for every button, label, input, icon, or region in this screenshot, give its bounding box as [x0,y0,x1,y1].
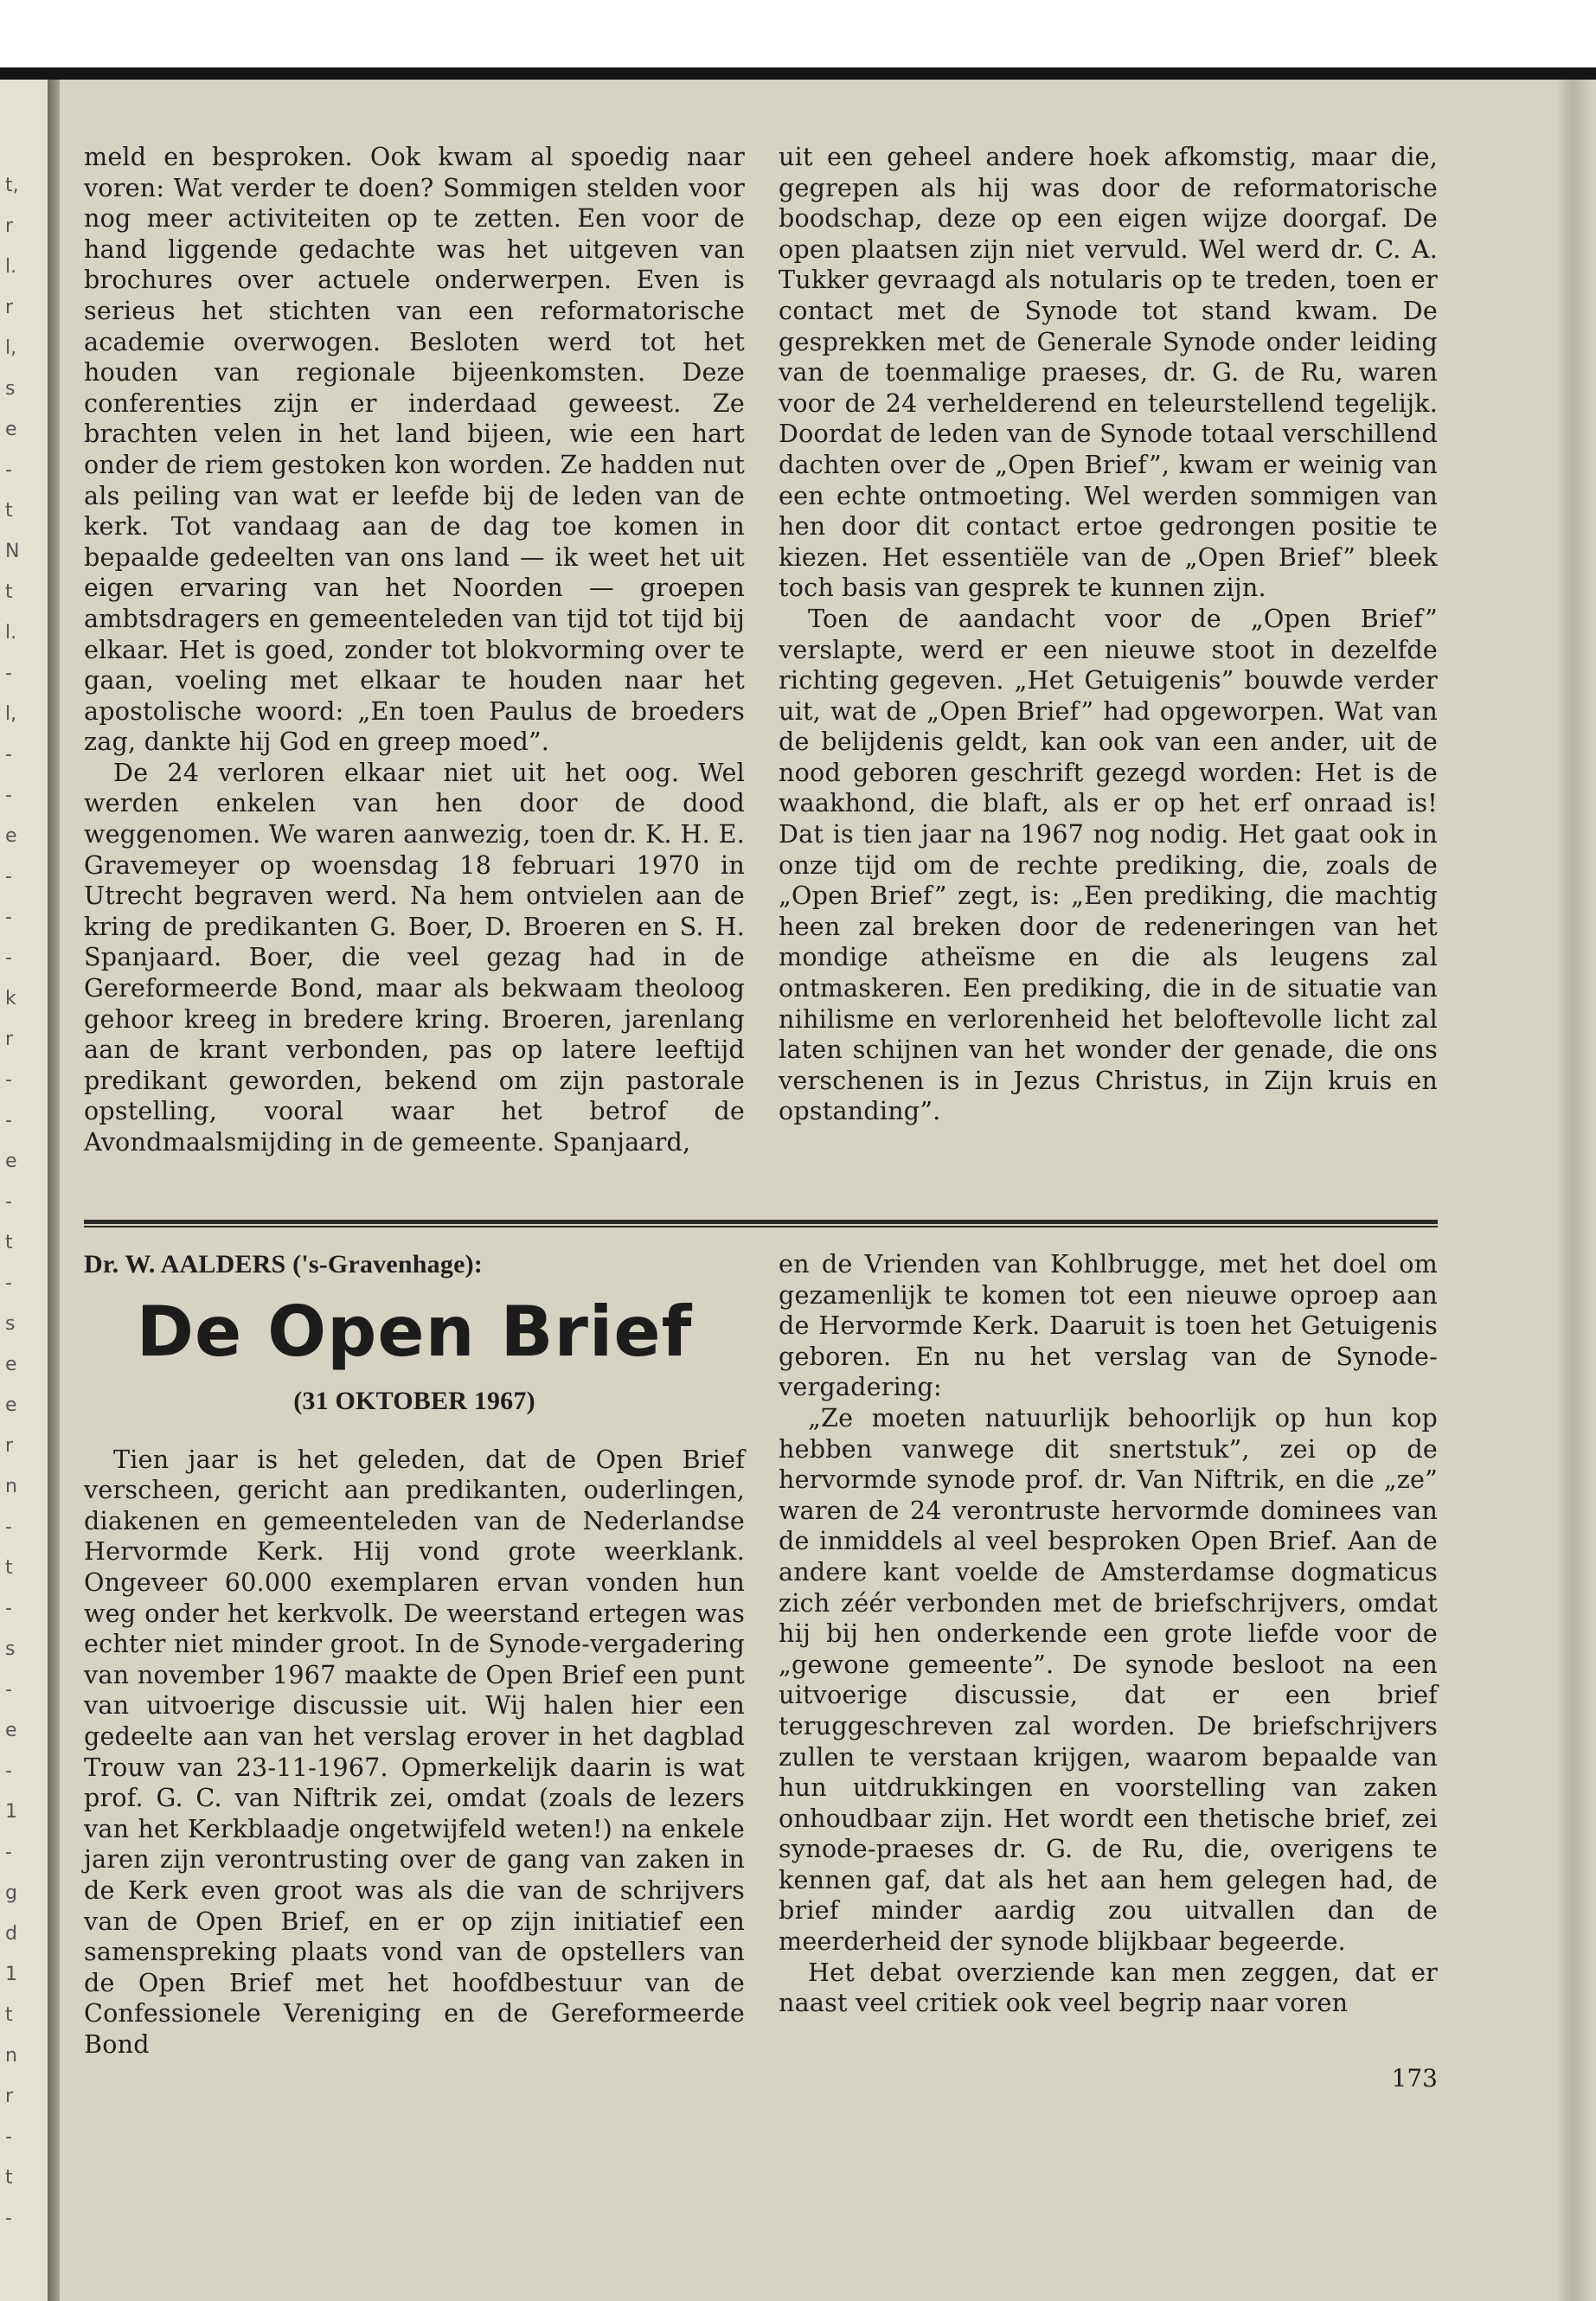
margin-fragment: - [5,947,12,969]
margin-fragment: - [5,1598,12,1619]
margin-fragment: n [5,1476,17,1497]
margin-fragment: l, [5,337,17,359]
section-divider [84,1220,1438,1227]
margin-fragment: t, [5,175,19,196]
margin-fragment: t [5,1232,13,1253]
paragraph: meld en besproken. Ook kwam al spoedig naar voren: Wat verder te doen? Sommigen stelden voor nog meer activiteiten op te zetten. Een voor de hand liggende gedachte was het uitgeven van brochures over actuele onderwerpen. Even is serieus het stichten van een reformatorische academie overwogen. Besloten werd tot het houden van regionale bijeenkomsten. Deze conferenties zijn er inderdaad geweest. Ze brachten velen in het land bijeen, wie een hart onder de riem gestoken kon worden. Ze hadden nut als peiling van wat er leefde bij de leden van de kerk. Tot vandaag aan de dag toe komen in bepaalde gedeelten van ons land — ik weet het uit eigen ervaring van het Noorden — groepen ambtsdragers en gemeenteleden van tijd tot tijd bij elkaar. Het is goed, zonder tot blokvorming over te gaan, voeling met elkaar te houden naar het apostolische woord: „En toen Paulus de broeders zag, dankte hij God en greep moed”. [84,142,745,757]
margin-fragment: s [5,378,16,400]
paragraph: Tien jaar is het geleden, dat de Open Brief verscheen, gericht aan predikanten, ouderlingen, diakenen en gemeenteleden van de Nederlandse Hervormde Kerk. Hij vond grote weerklank. Ongeveer 60.000 exemplaren ervan vonden hun weg onder het kerkvolk. De weerstand ertegen was echter niet minder groot. In de Synode-vergadering van november 1967 maakte de Open Brief een punt van uitvoerige discussie uit. Wij halen hier een gedeelte aan van het verslag erover in het dagblad Trouw van 23-11-1967. Opmerkelijk daarin is wat prof. G. C. van Niftrik zei, omdat (zoals de lezers van het Kerkblaadje ongetwijfeld weten!) na enkele jaren zijn verontrusting over de gang van zaken in de Kerk even groot was als die van de schrijvers van de Open Brief, en er op zijn initiatief een samenspreking plaats vond van de opstellers van de Open Brief met het hoofdbestuur van de Confessionele Vereniging en de Gereformeerde Bond [84,1444,745,2059]
article-date: (31 OKTOBER 1967) [293,1387,535,1415]
page-number: 173 [1391,2064,1438,2093]
margin-fragment: t [5,2167,13,2189]
margin-fragment: - [5,2208,12,2229]
margin-fragment: 1 [5,1801,17,1823]
margin-fragment: - [5,1760,12,1782]
page-edge-shadow [1556,80,1596,2301]
margin-fragment: t [5,581,13,603]
margin-fragment: l. [5,256,17,278]
margin-fragment: e [5,825,17,847]
margin-fragment: e [5,419,17,440]
margin-fragment: s [5,1313,16,1335]
margin-fragment: e [5,1720,17,1741]
margin-fragment: - [5,1191,12,1213]
margin-fragment: - [5,2126,12,2148]
margin-fragment: d [5,1923,17,1945]
paragraph: „Ze moeten natuurlijk behoorlijk op hun kop hebben vanwege dit snertstuk”, zei op de hervormde synode prof. dr. Van Niftrik, en die „ze” waren de 24 verontruste hervormde dominees van de inmiddels al veel besproken Open Brief. Aan de andere kant voelde de Amsterdamse dogmaticus zich zéér verbonden met de briefschrijvers, omdat hij bij hen onderkende een grote liefde voor de „gewone gemeente”. De synode besloot na een uitvoerige discussie, dat er een brief teruggeschreven zal worden. De briefschrijvers zullen te verstaan krijgen, waarom bepaalde van hun uitdrukkingen en voorstelling van zaken onhoudbaar zijn. Het wordt een thetische brief, zei synode-praeses dr. G. de Ru, die, overigens te kennen gaf, dat als het aan hem gelegen had, de brief minder aardig zou uitvallen dan de meerderheid der synode blijkbaar begeerde. [779,1402,1438,1957]
article-right-column [779,1249,1438,2019]
margin-fragment: e [5,1150,17,1172]
author-byline: Dr. W. AALDERS ('s-Gravenhage): [84,1250,483,1279]
margin-fragment: - [5,1069,12,1091]
scan-top-border [0,67,1596,80]
article-left-column [84,1249,745,2060]
margin-fragment: r [5,1029,14,1050]
margin-fragment: - [5,785,12,806]
margin-fragment: k [5,988,16,1009]
margin-fragment: N [5,541,20,562]
margin-fragment: - [5,1516,12,1538]
margin-fragment: t [5,1557,13,1579]
margin-fragment: e [5,1354,17,1375]
margin-fragment: - [5,1110,12,1131]
margin-fragment: - [5,1272,12,1294]
margin-fragment: - [5,907,12,928]
margin-fragment: - [5,1842,12,1863]
binding-spine [0,80,48,2301]
margin-fragment: r [5,297,14,318]
margin-fragment: - [5,744,12,766]
top-right-column [779,142,1438,1127]
paragraph: Toen de aandacht voor de „Open Brief” verslapte, werd er een nieuwe stoot in dezelfde richting gegeven. „Het Getuigenis” bouwde verder uit, wat de „Open Brief” had opgeworpen. Wat van de belijdenis geldt, kan ook van een ander, uit de nood geboren geschrift gezegd worden: Het is de waakhond, die blaft, als er op het erf onraad is! Dat is tien jaar na 1967 nog nodig. Het gaat ook in onze tijd om de rechte prediking, die, zoals de „Open Brief” zegt, is: „Een prediking, die machtig heen zal breken door de redeneringen van het mondige atheïsme en die als leugens zal ontmaskeren. Een prediking, die in de situatie van nihilisme en verlorenheid het beloftevolle licht zal laten schijnen van het wonder der genade, die ons verschenen is in Jezus Christus, in Zijn kruis en opstanding”. [779,603,1438,1126]
paragraph: Het debat overziende kan men zeggen, dat er naast veel critiek ook veel begrip naar voren [779,1957,1438,2018]
margin-fragment: g [5,1882,17,1904]
binding-shadow [48,80,60,2301]
margin-fragment: s [5,1638,16,1660]
margin-fragment: t [5,500,13,522]
margin-fragment: e [5,1394,17,1416]
paragraph: De 24 verloren elkaar niet uit het oog. Wel werden enkelen van hen door de dood weggenomen. We waren aanwezig, toen dr. K. H. E. Gravemeyer op woensdag 18 februari 1970 in Utrecht begraven werd. Na hem ontvielen aan de kring de predikanten G. Boer, D. Broeren en S. H. Spanjaard. Boer, die veel gezag had in de Gereformeerde Bond, maar als bekwaam theoloog gehoor kreeg in bredere kring. Broeren, jarenlang aan de krant verbonden, pas op latere leeftijd predikant geworden, bekend om zijn pastorale opstelling, vooral waar het betrof de Avondmaalsmijding in de gemeente. Spanjaard, [84,757,745,1157]
margin-fragment: - [5,663,12,684]
margin-fragment: l. [5,622,17,644]
margin-fragment: n [5,2045,17,2067]
margin-fragment: 1 [5,1964,17,1985]
paragraph: uit een geheel andere hoek afkomstig, maar die, gegrepen als hij was door de reformatorische boodschap, deze op een eigen wijze doorgaf. De open plaatsen zijn niet vervuld. Wel werd dr. C. A. Tukker gevraagd als notularis op te treden, toen er contact met de Synode tot stand kwam. De gesprekken met de Generale Synode onder leiding van de toenmalige praeses, dr. G. de Ru, waren voor de 24 verhelderend en teleurstellend tegelijk. Doordat de leden van de Synode totaal verschillend dachten over de „Open Brief”, kwam er weinig van een echte ontmoeting. Wel werden sommigen van hen door dit contact ertoe gedrongen positie te kiezen. Het essentiële van de „Open Brief” bleek toch basis van gesprek te kunnen zijn. [779,142,1438,603]
margin-fragment: r [5,215,14,237]
margin-fragment: t [5,2004,13,2026]
article-title: De Open Brief [136,1292,693,1372]
margin-fragment: l, [5,703,17,725]
paragraph: en de Vrienden van Kohlbrugge, met het doel om gezamenlijk te komen tot een nieuwe oproep aan de Hervormde Kerk. Daaruit is toen het Getuigenis geboren. En nu het verslag van de Synode-vergadering: [779,1249,1438,1402]
margin-fragment: r [5,2086,14,2107]
margin-fragment: - [5,1679,12,1701]
margin-fragment: - [5,459,12,481]
top-left-column [84,142,745,1158]
margin-fragment: - [5,866,12,888]
margin-fragment: r [5,1435,14,1457]
